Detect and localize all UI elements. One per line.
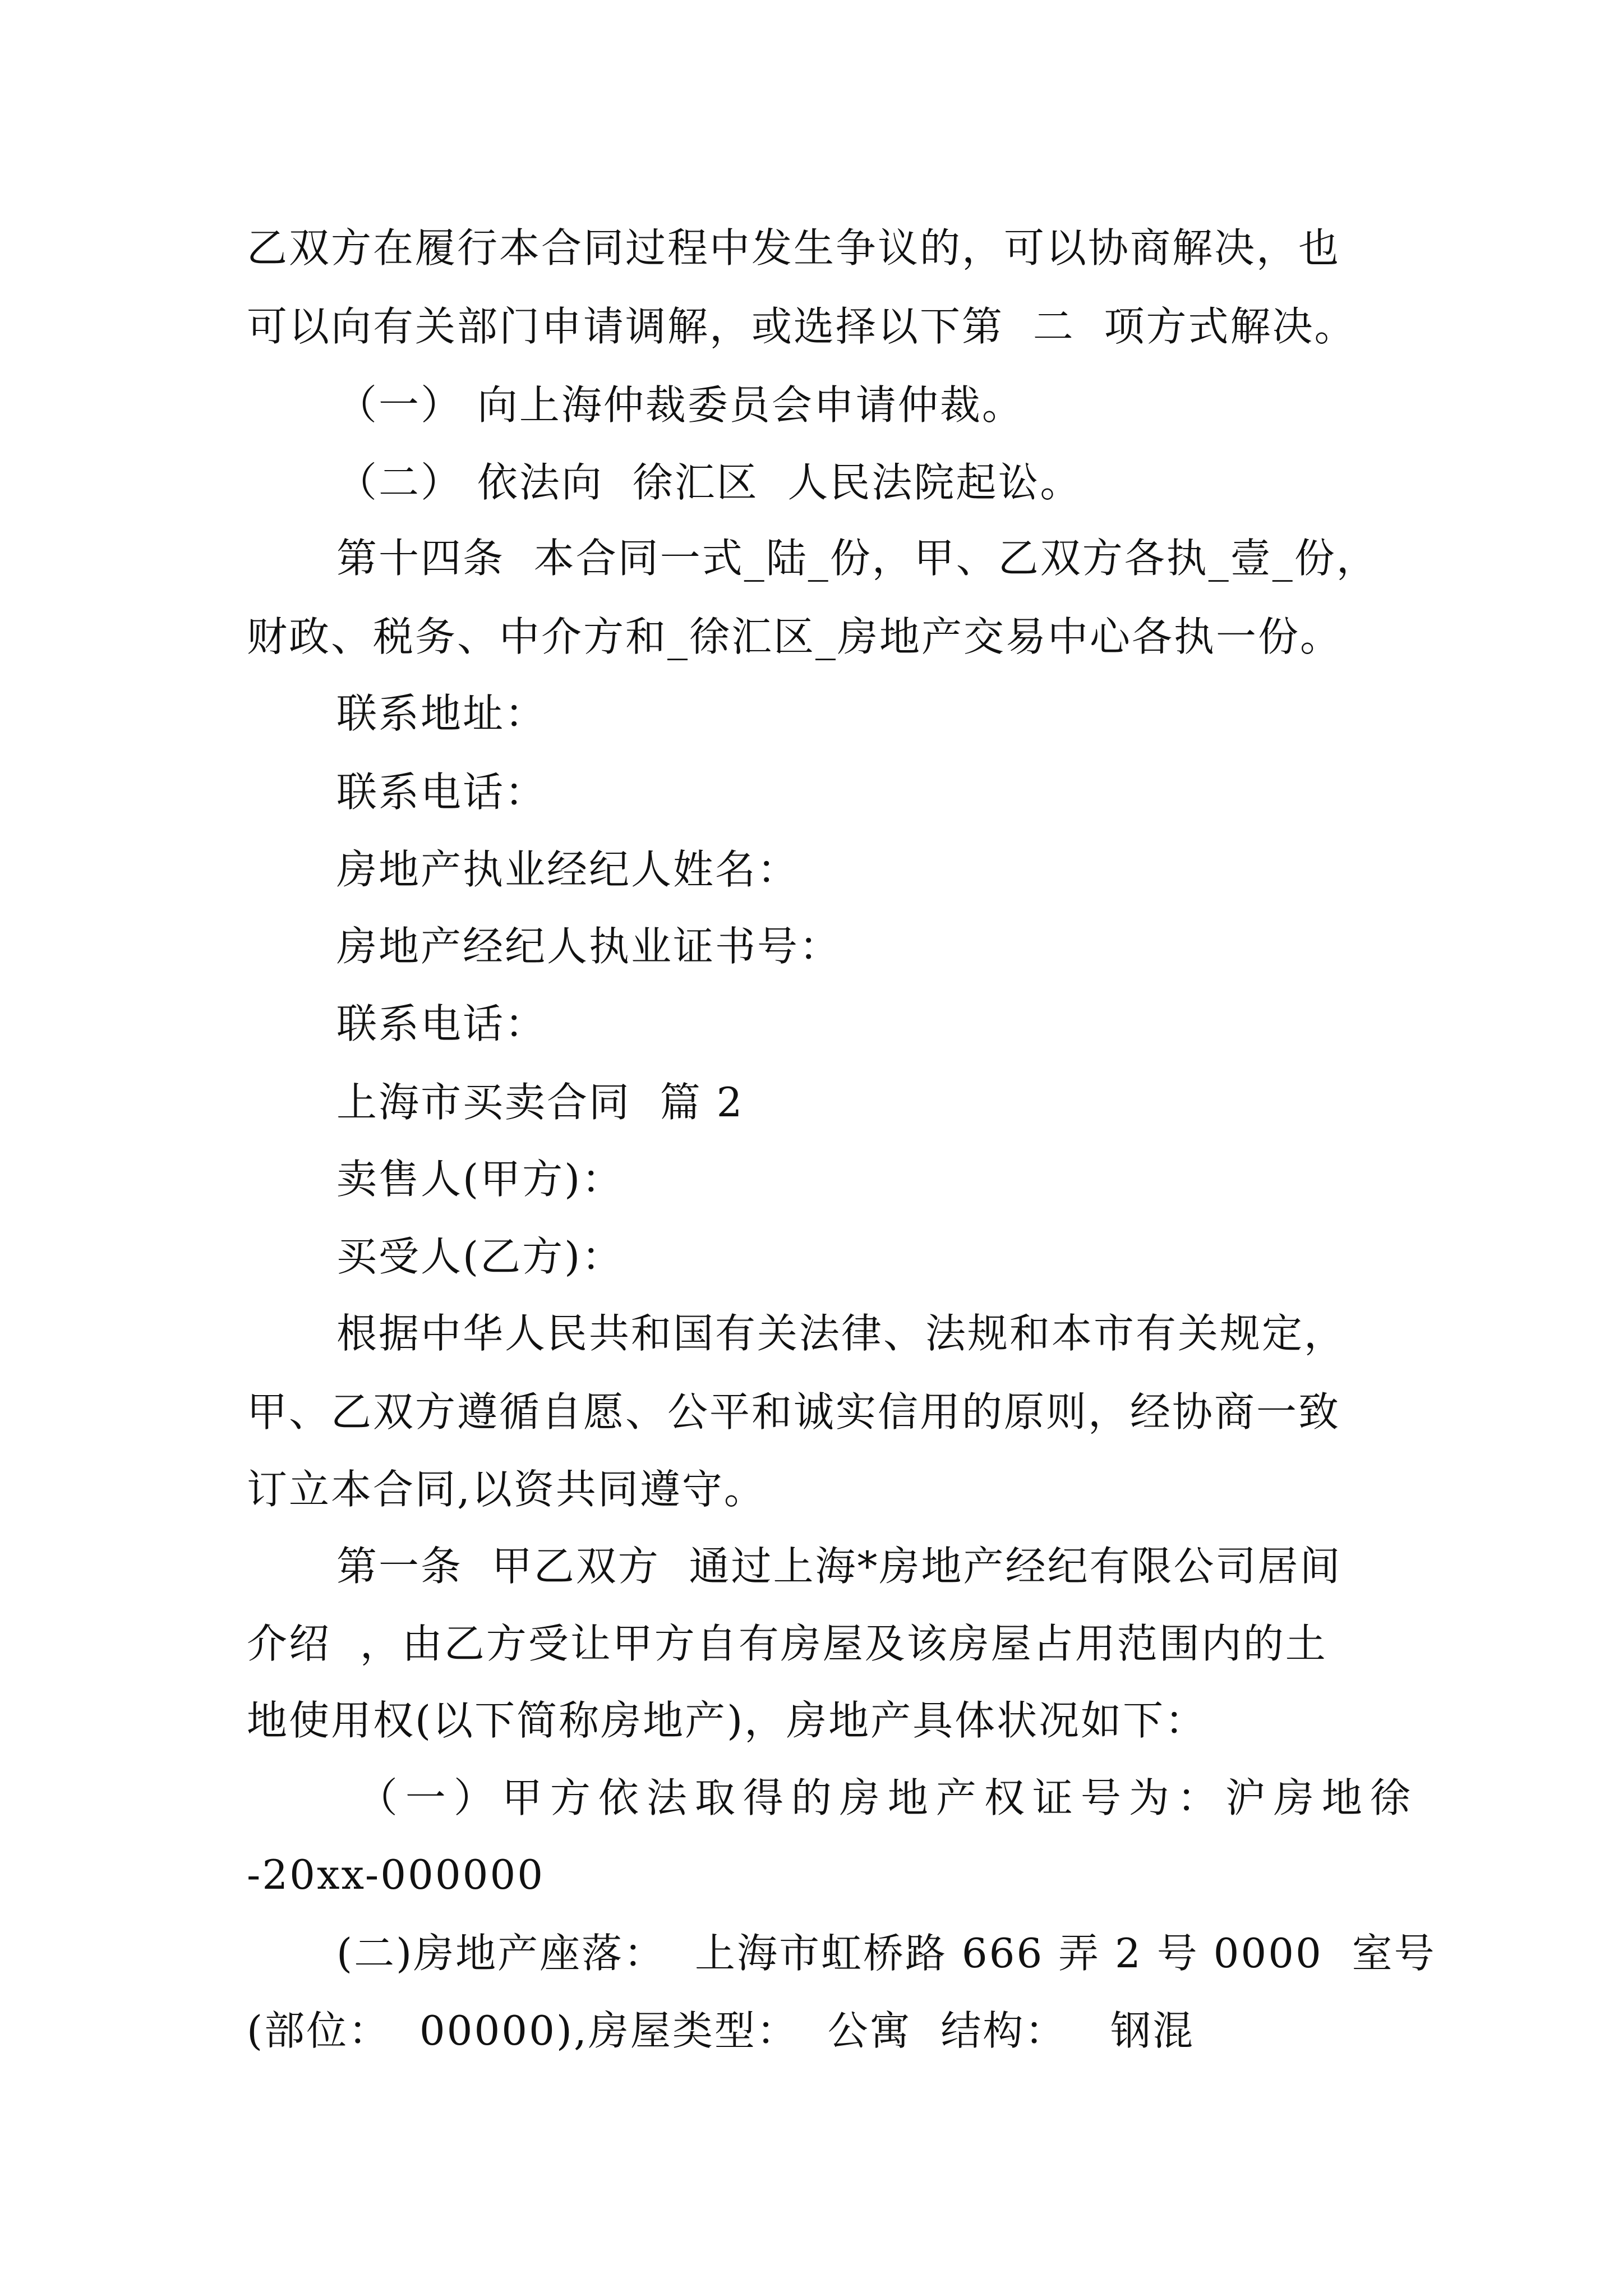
text-line: （一） 向上海仲裁委员会申请仲裁。: [336, 381, 1024, 429]
text-line: 财政、税务、中介方和_徐汇区_房地产交易中心各执一份。: [247, 613, 1343, 660]
section-heading: 上海市买卖合同 篇 2: [336, 1079, 744, 1126]
text-line: （二） 依法向 徐汇区 人民法院起讼。: [336, 459, 1082, 506]
text-line: 卖售人(甲方)：: [336, 1156, 624, 1203]
text-line: 第一条 甲乙双方 通过上海*房地产经纪有限公司居间: [336, 1543, 1342, 1590]
text-line: -20xx-000000: [247, 1851, 545, 1898]
text-line: 订立本合同,以资共同遵守。: [247, 1466, 766, 1513]
text-line: （一）甲方依法取得的房地产权证号为：沪房地徐: [336, 1774, 1418, 1821]
text-line: 地使用权(以下简称房地产)，房地产具体状况如下：: [247, 1697, 1207, 1744]
text-line: 买受人(乙方)：: [336, 1233, 624, 1280]
text-line: 联系地址：: [336, 690, 547, 737]
text-line: 第十四条 本合同一式_陆_份，甲、乙双方各执_壹_份，: [336, 535, 1378, 582]
text-line: 介绍 ，由乙方受让甲方自有房屋及该房屋占用范围内的土: [247, 1620, 1327, 1667]
text-line: 联系电话：: [336, 769, 547, 816]
text-line: 联系电话：: [336, 1000, 547, 1047]
text-line: 房地产经纪人执业证书号：: [336, 923, 842, 970]
text-line: 甲、乙双方遵循自愿、公平和诚实信用的原则，经协商一致: [247, 1388, 1341, 1435]
text-line: 乙双方在履行本合同过程中发生争议的，可以协商解决，也: [247, 224, 1341, 272]
text-line: (部位： 00000),房屋类型： 公寓 结构： 钢混: [247, 2007, 1195, 2054]
text-line: 房地产执业经纪人姓名：: [336, 846, 800, 893]
text-line: 根据中华人民共和国有关法律、法规和本市有关规定，: [336, 1310, 1347, 1357]
text-line: 可以向有关部门申请调解，或选择以下第 二 项方式解决。: [247, 303, 1357, 350]
text-line: (二)房地产座落： 上海市虹桥路 666 弄 2 号 0000 室号: [336, 1930, 1436, 1977]
